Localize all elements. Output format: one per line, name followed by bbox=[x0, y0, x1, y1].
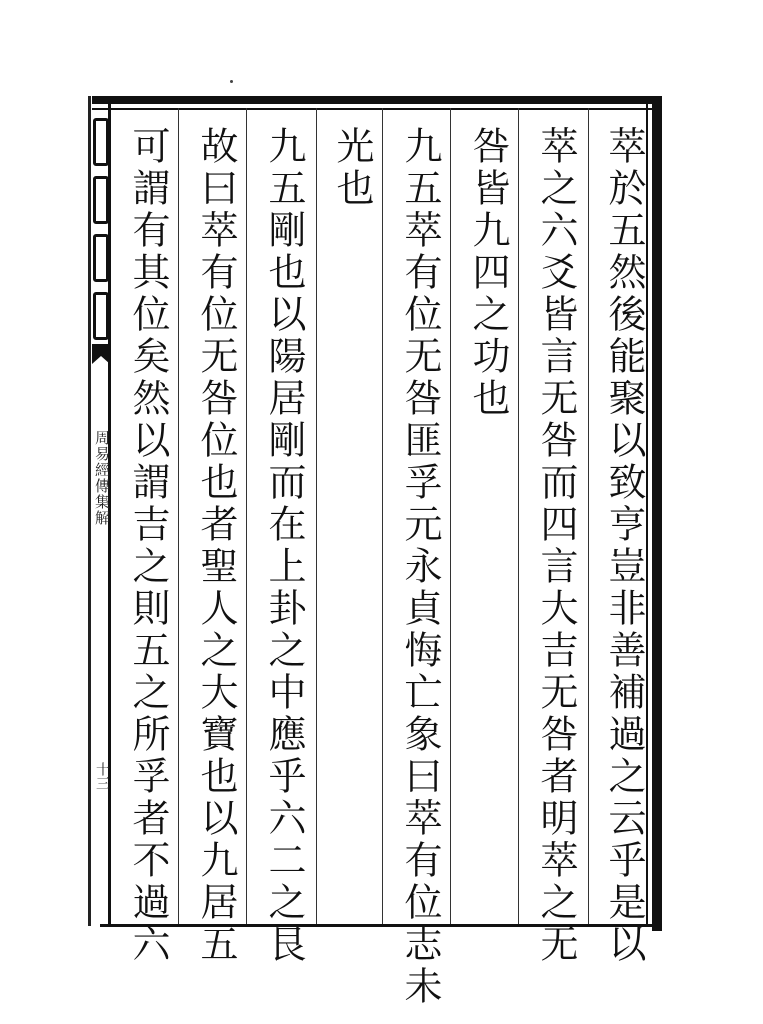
column-rule bbox=[246, 108, 247, 924]
text-column-5: 光也 bbox=[330, 126, 374, 210]
margin-page-number: 十三 bbox=[94, 762, 110, 790]
column-rule bbox=[178, 108, 179, 924]
column-rule bbox=[518, 108, 519, 924]
ink-speck bbox=[230, 80, 233, 83]
text-column-8: 可謂有其位矣然以謂吉之則五之所孚者不過六 bbox=[126, 126, 170, 966]
text-column-3: 咎皆九四之功也 bbox=[466, 126, 510, 420]
margin-book-title: 周易經傳集解 bbox=[93, 430, 111, 526]
text-column-7: 故曰萃有位无咎位也者聖人之大寶也以九居五 bbox=[194, 126, 238, 966]
fishtail-mark bbox=[91, 342, 111, 370]
text-column-1: 萃於五然後能聚以致亨豈非善補過之云乎是以 bbox=[602, 126, 646, 966]
column-rule bbox=[588, 108, 589, 924]
frame-top-border bbox=[92, 96, 662, 104]
margin-block-marks bbox=[91, 112, 111, 344]
text-column-2: 萃之六爻皆言无咎而四言大吉无咎者明萃之无 bbox=[534, 126, 578, 966]
column-rule bbox=[450, 108, 451, 924]
text-column-4: 九五萃有位无咎匪孚元永貞悔亡象曰萃有位志未 bbox=[398, 126, 442, 1008]
column-rule bbox=[316, 108, 317, 924]
frame-right-border bbox=[652, 96, 662, 931]
text-column-6: 九五剛也以陽居剛而在上卦之中應乎六二之艮 bbox=[262, 126, 306, 966]
column-rule bbox=[382, 108, 383, 924]
